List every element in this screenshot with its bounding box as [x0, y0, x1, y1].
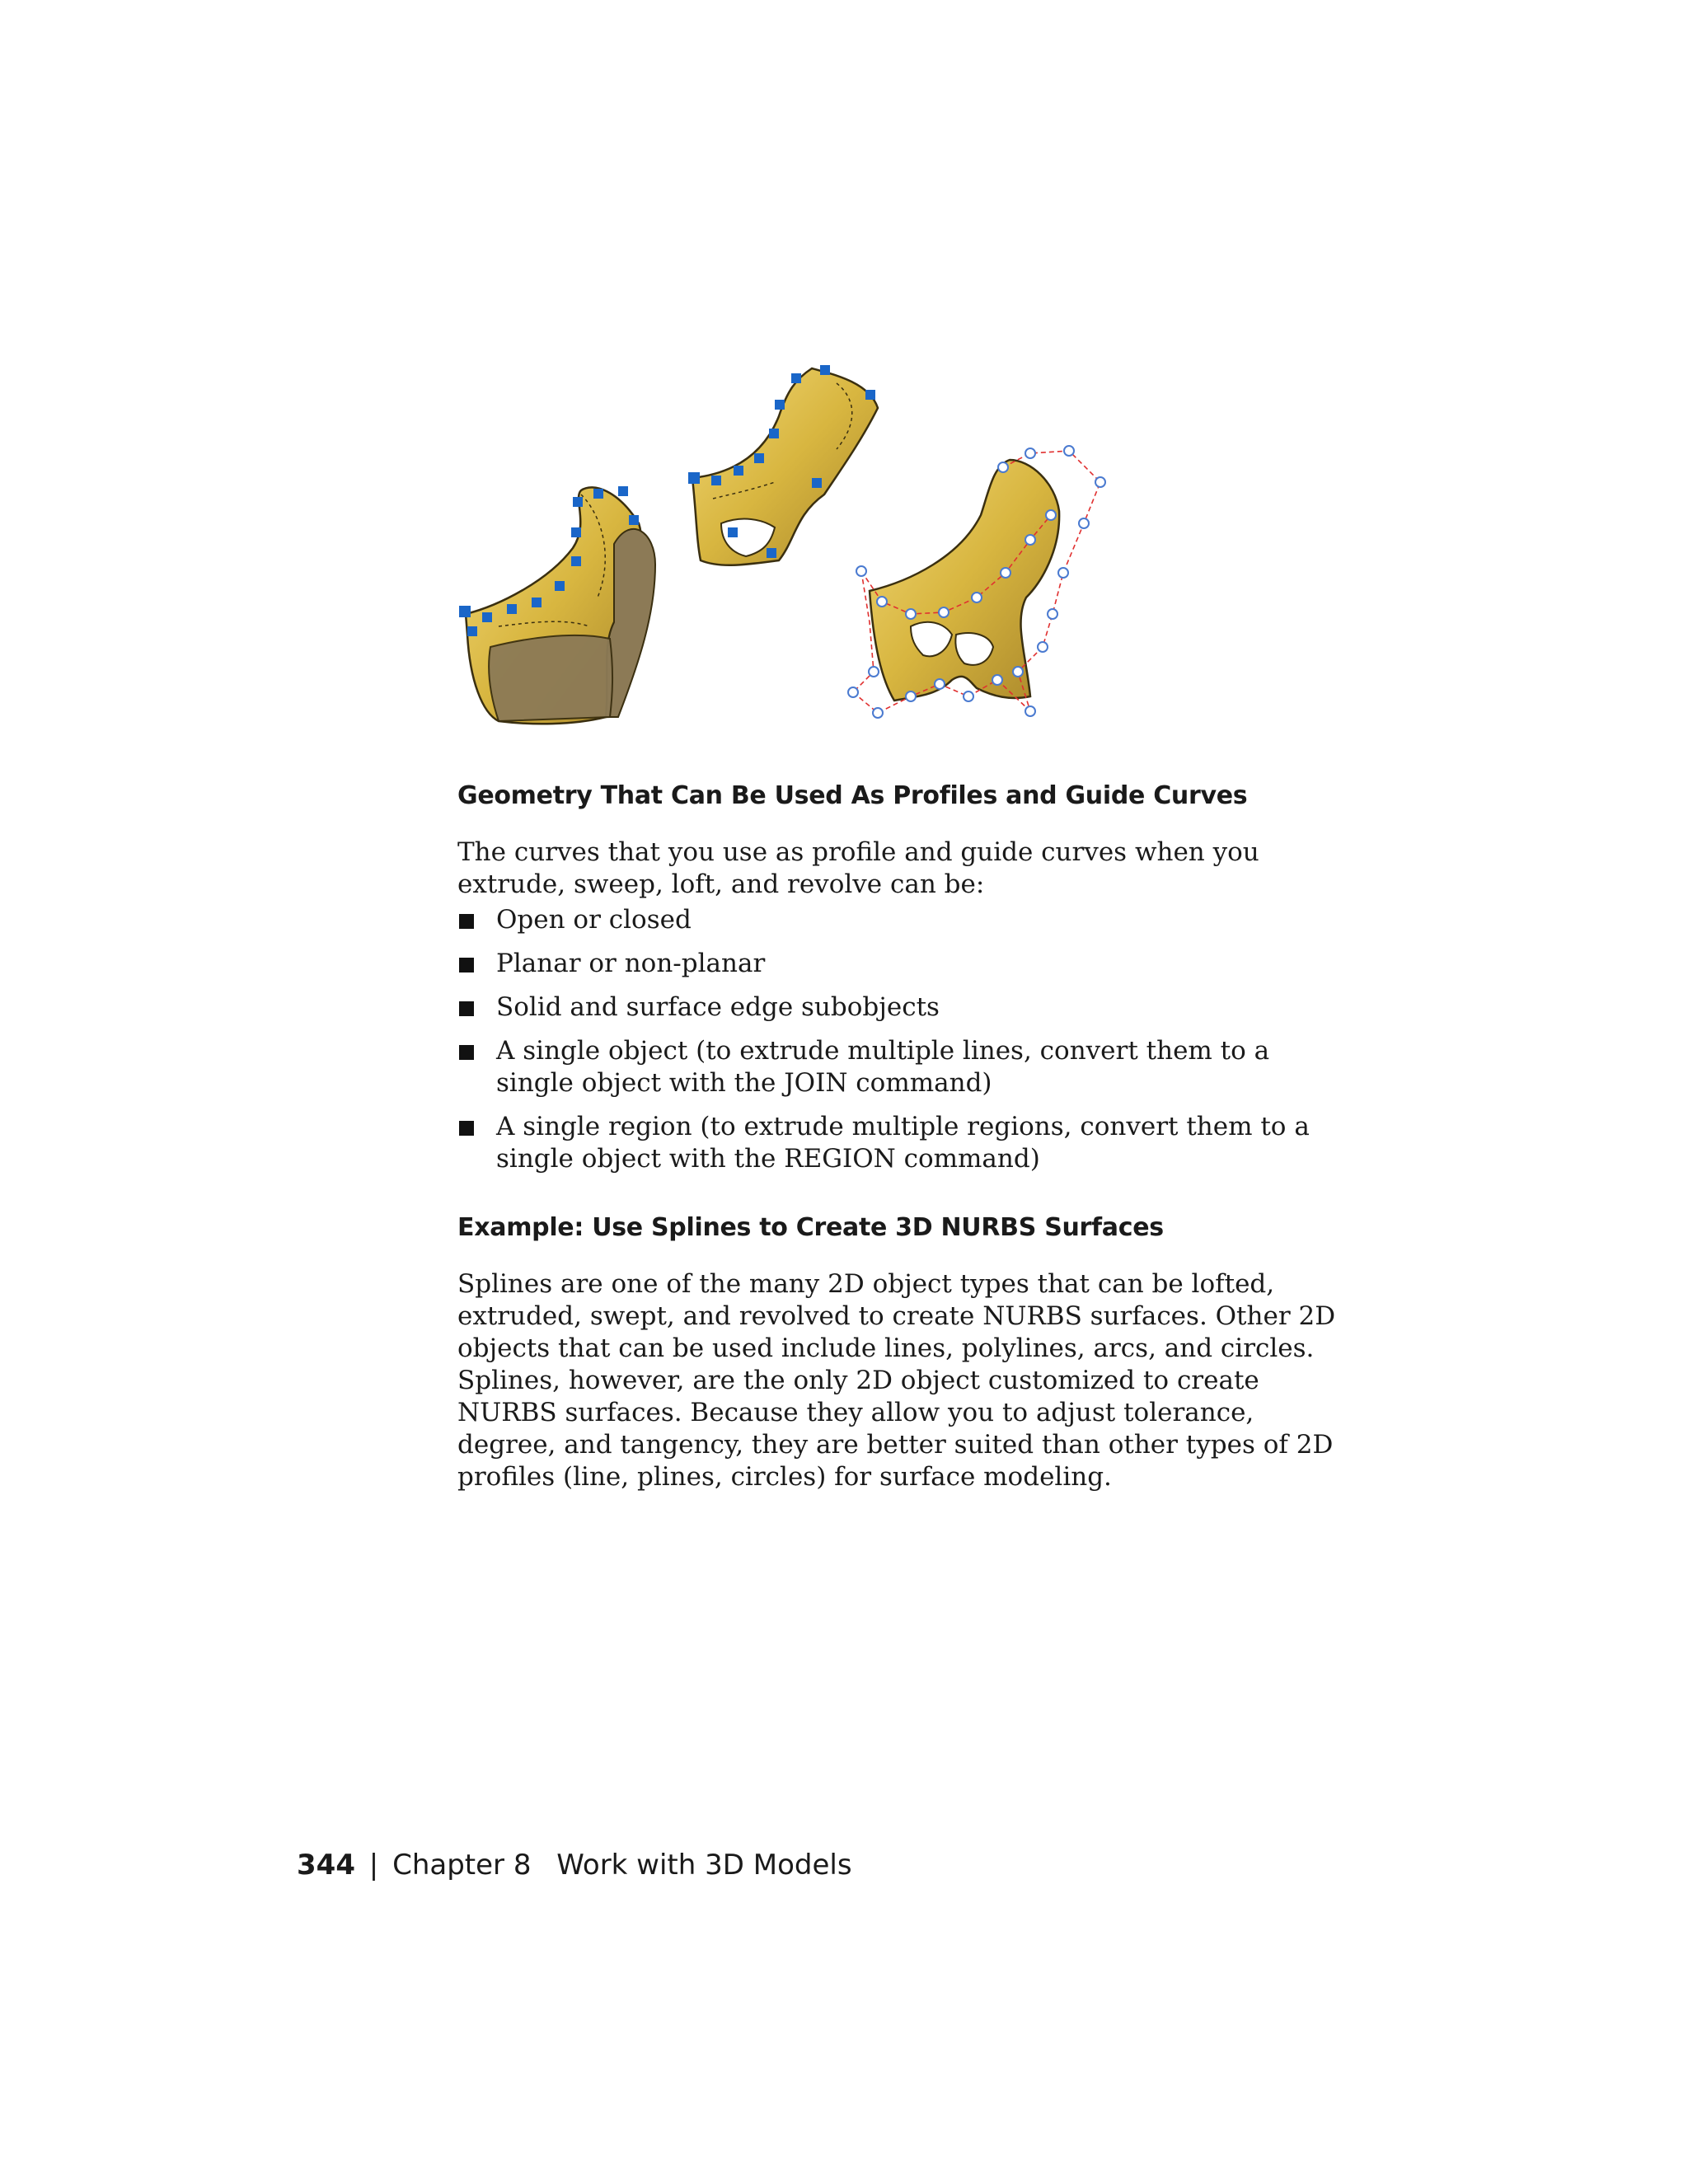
chapter-label: Chapter 8 — [392, 1849, 532, 1882]
bullet-square-icon — [459, 958, 474, 972]
list-item: A single region (to extrude multiple regions, convert them to a single object with the REGION command) — [457, 1111, 1348, 1175]
page-content — [457, 781, 1348, 1493]
list-item: Planar or non-planar — [457, 948, 1348, 980]
chapter-title: Work with 3D Models — [556, 1849, 852, 1882]
footer-separator: | — [368, 1849, 379, 1882]
bullet-list — [457, 904, 1348, 1175]
section-heading: Geometry That Can Be Used As Profiles and Guide Curves — [457, 781, 1248, 810]
bullet-square-icon — [459, 914, 474, 929]
nurbs-surfaces-illustration — [449, 350, 1109, 746]
page-footer — [297, 1849, 852, 1882]
example-paragraph: Splines are one of the many 2D object types that can be lofted, extruded, swept, and revolved to create NURBS surfaces. Other 2D objects that can be used include lines, polylines, arcs, and circles. Splines, however, are the only 2D object customized to create NURBS surfaces. Because they allow you to adjust tolerance, degree, and tangency, they are better suited than other types of 2D profiles (line, plines, circles) for surface modeling. — [457, 1269, 1336, 1492]
page-number: 344 — [297, 1849, 355, 1882]
surface-model-1 — [459, 486, 655, 724]
section-intro: The curves that you use as profile and guide curves when you extrude, sweep, loft, and revolve can be: — [457, 837, 1259, 899]
surface-model-3 — [848, 446, 1105, 718]
example-heading: Example: Use Splines to Create 3D NURBS Surfaces — [457, 1213, 1164, 1242]
list-item: Solid and surface edge subobjects — [457, 991, 1348, 1024]
bullet-square-icon — [459, 1001, 474, 1016]
bullet-square-icon — [459, 1045, 474, 1060]
surface-model-2 — [688, 365, 878, 565]
list-item: Open or closed — [457, 904, 1348, 936]
list-item: A single object (to extrude multiple lines, convert them to a single object with the JOIN command) — [457, 1035, 1348, 1099]
bullet-square-icon — [459, 1121, 474, 1136]
